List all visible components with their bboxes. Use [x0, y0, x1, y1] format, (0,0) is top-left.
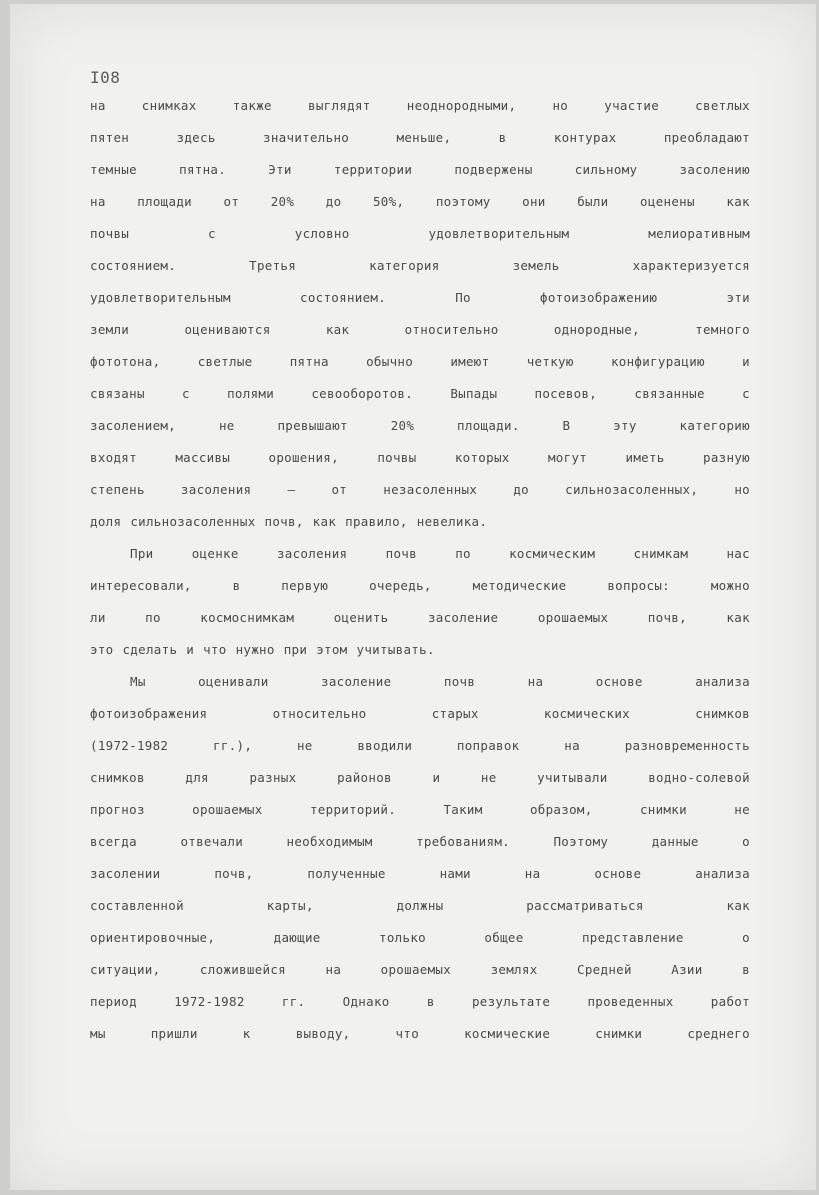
word: и — [432, 770, 441, 785]
word: для — [185, 770, 209, 785]
word: По — [455, 290, 471, 305]
word: на — [527, 674, 544, 689]
word: фотоизображения — [90, 706, 208, 721]
word: В — [562, 418, 571, 433]
word: как — [325, 322, 350, 337]
word: доля — [90, 514, 122, 529]
word: почв — [385, 546, 417, 561]
word: не — [218, 418, 235, 433]
word: – — [287, 482, 296, 497]
text-line — [90, 540, 750, 572]
word: с — [182, 386, 190, 401]
text-line — [90, 284, 750, 316]
word: космические — [464, 1026, 551, 1041]
word: интересовали, — [90, 578, 192, 593]
word: засолением, — [90, 418, 177, 433]
word: очередь, — [369, 578, 432, 593]
word: результате — [471, 994, 551, 1009]
word: 1972-1982 — [174, 994, 245, 1009]
word: засоление — [427, 610, 499, 625]
word: анализа — [695, 674, 750, 689]
text-line — [90, 348, 750, 380]
word: гг.), — [213, 738, 253, 753]
word: Азии — [671, 962, 703, 977]
word: основе — [595, 674, 643, 689]
text-line — [90, 156, 750, 188]
word: засоления — [180, 482, 252, 497]
word: полученные — [307, 866, 386, 881]
word: вводили — [357, 738, 413, 753]
word: космических — [543, 706, 630, 721]
word: почв, — [647, 610, 687, 625]
word: до — [513, 482, 529, 497]
word: контурах — [553, 130, 617, 145]
word: на — [564, 738, 580, 753]
word: данные — [651, 834, 699, 849]
word: всегда — [90, 834, 137, 849]
word: прогноз — [90, 802, 145, 817]
word: невелика. — [416, 514, 488, 529]
word: фотоизображению — [540, 290, 658, 305]
word: орошаемых — [192, 802, 263, 817]
word: на — [90, 194, 106, 209]
word: степень — [90, 482, 145, 497]
text-line — [90, 412, 750, 444]
word: подвержены — [454, 162, 533, 177]
word: общее — [484, 930, 524, 945]
word: по — [145, 610, 161, 625]
word: сделать — [122, 642, 178, 657]
word: Таким — [443, 802, 483, 817]
word: относительно — [404, 322, 499, 337]
word: снимки — [639, 802, 687, 817]
word: однородные, — [553, 322, 640, 337]
word: Средней — [577, 962, 632, 977]
word: 20% — [390, 418, 415, 433]
word: При — [130, 546, 154, 561]
word: фототона, — [90, 354, 161, 369]
word: ориентировочные, — [90, 930, 216, 945]
word: старых — [431, 706, 479, 721]
text-line — [90, 252, 750, 284]
word: 50%, — [372, 194, 405, 209]
word: на — [524, 866, 541, 881]
text-line — [90, 188, 750, 220]
word: удовлетворительным — [428, 226, 570, 241]
word: (1972-1982 — [90, 738, 169, 753]
word: сильнозасоленных — [130, 514, 256, 529]
text-line — [90, 956, 750, 988]
word: не — [296, 738, 313, 753]
text-line — [90, 924, 750, 956]
word: оценены — [640, 194, 695, 209]
word: засолению — [679, 162, 750, 177]
word: представление — [581, 930, 684, 945]
word: обычно — [366, 354, 414, 369]
word: незасоленных — [383, 482, 478, 497]
word: оценивали — [198, 674, 269, 689]
word: отвечали — [180, 834, 244, 849]
word: Выпады — [450, 386, 498, 401]
word: проведенных — [587, 994, 674, 1009]
word: в — [232, 578, 241, 593]
word: как — [312, 514, 337, 529]
word: почв — [443, 674, 476, 689]
word: почв, — [214, 866, 254, 881]
text-line — [90, 220, 750, 252]
word: составленной — [90, 898, 184, 913]
text-line — [90, 316, 750, 348]
word: на — [325, 962, 342, 977]
text-line — [90, 1020, 750, 1052]
word: почв, — [264, 514, 304, 529]
word: о — [742, 930, 750, 945]
text-line — [90, 508, 750, 540]
word: были — [577, 194, 609, 209]
word: с — [208, 226, 216, 241]
word: сложившейся — [199, 962, 287, 977]
word: посевов, — [534, 386, 598, 401]
word: первую — [281, 578, 329, 593]
word: почвы — [90, 226, 130, 241]
word: и — [186, 642, 195, 657]
word: пятна. — [179, 162, 227, 177]
word: необходимым — [286, 834, 373, 849]
word: оценке — [191, 546, 239, 561]
word: мелиоративным — [648, 226, 750, 241]
word: по — [455, 546, 471, 561]
word: характеризуется — [632, 258, 750, 273]
word: не — [734, 802, 750, 817]
word: эту — [613, 418, 637, 433]
word: светлых — [695, 98, 750, 113]
word: гг. — [281, 994, 306, 1009]
word: на — [90, 98, 106, 113]
text-line — [90, 380, 750, 412]
text-line — [90, 636, 750, 668]
word: разную — [703, 450, 750, 465]
document-page — [10, 4, 816, 1190]
word: сильному — [574, 162, 638, 177]
word: орошаемых — [380, 962, 452, 977]
word: анализа — [695, 866, 750, 881]
text-line — [90, 572, 750, 604]
word: засолении — [90, 866, 161, 881]
word: работ — [710, 994, 750, 1009]
word: землях — [490, 962, 538, 977]
text-line — [90, 476, 750, 508]
word: выглядят — [308, 98, 371, 113]
word: в — [742, 962, 750, 977]
word: они — [522, 194, 546, 209]
word: орошаемых — [537, 610, 609, 625]
word: районов — [337, 770, 392, 785]
word: что — [395, 1026, 420, 1041]
word: снимки — [595, 1026, 643, 1041]
word: которых — [454, 450, 510, 465]
word: имеют — [450, 354, 490, 369]
word: требованиям. — [416, 834, 510, 849]
word: ли — [90, 610, 106, 625]
word: относительно — [272, 706, 367, 721]
word: образом, — [529, 802, 593, 817]
text-line — [90, 860, 750, 892]
word: с — [742, 386, 750, 401]
word: карты, — [266, 898, 314, 913]
word: Мы — [130, 674, 146, 689]
word: входят — [90, 450, 137, 465]
word: при — [283, 642, 308, 657]
word: площади. — [457, 418, 520, 433]
body-text — [90, 92, 750, 1052]
word: от — [331, 482, 348, 497]
word: правило, — [345, 514, 408, 529]
word: поэтому — [435, 194, 491, 209]
text-line — [90, 988, 750, 1020]
word: массивы — [175, 450, 231, 465]
word: 20% — [270, 194, 295, 209]
word: водно-солевой — [648, 770, 750, 785]
text-line — [90, 444, 750, 476]
word: как — [726, 898, 750, 913]
text-line — [90, 668, 750, 700]
text-line — [90, 796, 750, 828]
word: иметь — [625, 450, 665, 465]
word: эти — [726, 290, 750, 305]
word: но — [734, 482, 750, 497]
word: не — [480, 770, 497, 785]
word: учитывали — [537, 770, 608, 785]
text-line — [90, 764, 750, 796]
word: пришли — [150, 1026, 198, 1041]
word: сильнозасоленных, — [565, 482, 699, 497]
word: полями — [227, 386, 275, 401]
word: нужно — [235, 642, 275, 657]
word: рассматриваться — [526, 898, 644, 913]
word: период — [90, 994, 137, 1009]
word: засоление — [321, 674, 392, 689]
word: снимков — [695, 706, 750, 721]
word: только — [379, 930, 426, 945]
word: разновременность — [624, 738, 750, 753]
word: о — [742, 834, 750, 849]
text-line — [90, 828, 750, 860]
word: конфигурацию — [610, 354, 705, 369]
word: что — [203, 642, 227, 657]
word: орошения, — [268, 450, 339, 465]
word: площади — [137, 194, 192, 209]
word: пятна — [289, 354, 329, 369]
word: поправок — [456, 738, 520, 753]
word: среднего — [687, 1026, 750, 1041]
word: земель — [512, 258, 560, 273]
word: севооборотов. — [311, 386, 414, 401]
word: темные — [90, 162, 137, 177]
word: снимкам — [633, 546, 689, 561]
word: как — [726, 194, 750, 209]
word: должны — [396, 898, 444, 913]
word: в — [498, 130, 507, 145]
word: территории — [333, 162, 413, 177]
word: снимков — [90, 770, 145, 785]
word: категорию — [679, 418, 750, 433]
word: также — [232, 98, 272, 113]
word: нами — [439, 866, 471, 881]
word: меньше, — [396, 130, 452, 145]
word: неоднородными, — [406, 98, 517, 113]
word: здесь — [176, 130, 216, 145]
word: светлые — [197, 354, 253, 369]
word: нас — [726, 546, 750, 561]
word: как — [726, 610, 750, 625]
word: ситуации, — [90, 962, 161, 977]
word: Эти — [268, 162, 292, 177]
word: почвы — [377, 450, 417, 465]
word: оценить — [333, 610, 389, 625]
word: методические — [472, 578, 567, 593]
word: снимках — [141, 98, 197, 113]
text-line — [90, 732, 750, 764]
word: условно — [294, 226, 350, 241]
word: но — [552, 98, 569, 113]
word: состоянием. — [90, 258, 177, 273]
word: дающие — [273, 930, 321, 945]
text-line — [90, 92, 750, 124]
word: можно — [710, 578, 750, 593]
word: выводу, — [295, 1026, 351, 1041]
word: мы — [90, 1026, 106, 1041]
word: удовлетворительным — [90, 290, 231, 305]
word: этом — [316, 642, 348, 657]
word: в — [426, 994, 435, 1009]
word: основе — [594, 866, 642, 881]
word: темного — [695, 322, 750, 337]
word: Однако — [342, 994, 390, 1009]
word: от — [223, 194, 240, 209]
word: четкую — [526, 354, 574, 369]
word: могут — [547, 450, 588, 465]
word: Третья — [249, 258, 297, 273]
word: территорий. — [309, 802, 397, 817]
word: пятен — [90, 130, 130, 145]
word: к — [242, 1026, 251, 1041]
word: это — [90, 642, 114, 657]
page-number: I08 — [90, 68, 121, 87]
text-line — [90, 604, 750, 636]
word: вопросы: — [607, 578, 670, 593]
word: преобладают — [663, 130, 750, 145]
word: засоления — [276, 546, 348, 561]
word: превышают — [277, 418, 348, 433]
word: разных — [249, 770, 297, 785]
word: участие — [604, 98, 660, 113]
word: связанные — [634, 386, 705, 401]
word: до — [325, 194, 342, 209]
word: учитывать. — [356, 642, 435, 657]
word: категория — [369, 258, 440, 273]
text-line — [90, 700, 750, 732]
text-line — [90, 124, 750, 156]
text-line — [90, 892, 750, 924]
word: состоянием. — [300, 290, 387, 305]
word: значительно — [263, 130, 350, 145]
word: оцениваются — [184, 322, 271, 337]
word: и — [742, 354, 750, 369]
word: связаны — [90, 386, 145, 401]
word: земли — [90, 322, 130, 337]
word: космоснимкам — [200, 610, 295, 625]
word: Поэтому — [553, 834, 609, 849]
word: космическим — [509, 546, 596, 561]
